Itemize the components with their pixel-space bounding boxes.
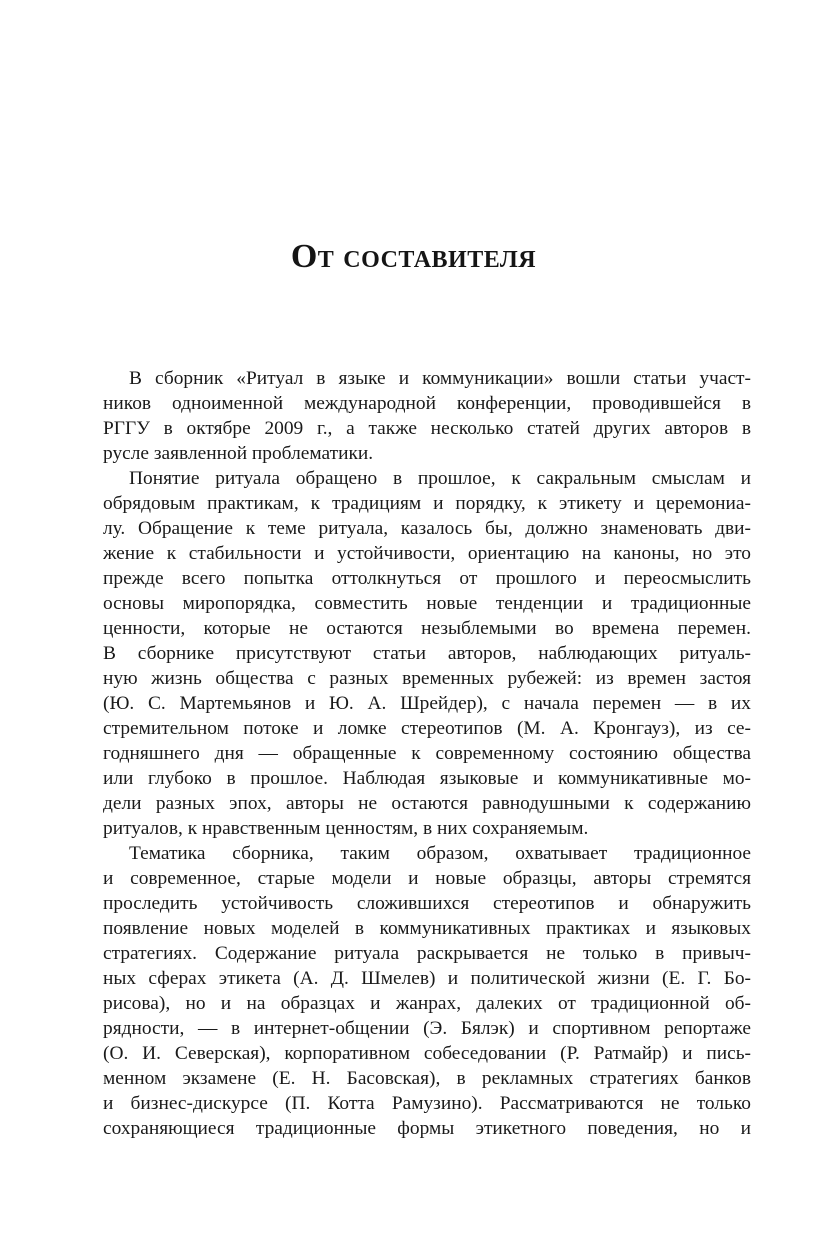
text-line: или глубоко в прошлое. Наблюдая языковые и коммуникативные мо- <box>103 768 751 789</box>
text-line: ритуалов, к нравственным ценностям, в них сохраняемым. <box>103 818 589 839</box>
text-line: лу. Обращение к теме ритуала, казалось бы, должно знаменовать дви- <box>103 518 751 539</box>
paragraph <box>103 466 751 841</box>
text-line: стремительном потоке и ломке стереотипов (М. А. Кронгауз), из се- <box>103 718 751 739</box>
text-line: РГГУ в октябре 2009 г., а также несколько статей других авторов в <box>103 418 751 439</box>
text-line: сохраняющиеся традиционные формы этикетного поведения, но и <box>103 1118 751 1139</box>
paragraph <box>103 366 751 466</box>
text-line: Понятие ритуала обращено в прошлое, к сакральным смыслам и <box>129 468 751 489</box>
text-line: прежде всего попытка оттолкнуться от прошлого и переосмыслить <box>103 568 751 589</box>
paragraph <box>103 841 751 1141</box>
text-line: жение к стабильности и устойчивости, ориентацию на каноны, но это <box>103 543 751 564</box>
text-line: появление новых моделей в коммуникативных практиках и языковых <box>103 918 751 939</box>
text-line: рисова), но и на образцах и жанрах, далеких от традиционной об- <box>103 993 751 1014</box>
page-title: От составителя <box>290 238 537 275</box>
text-line: В сборнике присутствуют статьи авторов, наблюдающих ритуаль- <box>103 643 751 664</box>
text-line: русле заявленной проблематики. <box>103 443 374 464</box>
text-line: В сборник «Ритуал в языке и коммуникации» вошли статьи участ- <box>129 368 751 389</box>
text-line: проследить устойчивость сложившихся стереотипов и обнаружить <box>103 893 751 914</box>
body-text <box>103 366 751 1141</box>
text-line: и современное, старые модели и новые образцы, авторы стремятся <box>103 868 751 889</box>
text-line: дели разных эпох, авторы не остаются равнодушными к содержанию <box>103 793 751 814</box>
text-line: и бизнес-дискурсе (П. Котта Рамузино). Рассматриваются не только <box>103 1093 751 1114</box>
text-line: стратегиях. Содержание ритуала раскрывается не только в привыч- <box>103 943 751 964</box>
text-line: (Ю. С. Мартемьянов и Ю. А. Шрейдер), с начала перемен — в их <box>103 693 751 714</box>
text-line: основы миропорядка, совместить новые тенденции и традиционные <box>103 593 751 614</box>
text-line: ных сферах этикета (А. Д. Шмелев) и политической жизни (Е. Г. Бо- <box>103 968 751 989</box>
text-line: обрядовым практикам, к традициям и порядку, к этикету и церемониа- <box>103 493 751 514</box>
text-line: годняшнего дня — обращенные к современному состоянию общества <box>103 743 751 764</box>
text-line: рядности, — в интернет-общении (Э. Бялэк) и спортивном репортаже <box>103 1018 751 1039</box>
text-line: менном экзамене (Е. Н. Басовская), в рекламных стратегиях банков <box>103 1068 751 1089</box>
text-line: ников одноименной международной конференции, проводившейся в <box>103 393 751 414</box>
text-line: Тематика сборника, таким образом, охватывает традиционное <box>129 843 751 864</box>
text-line: (О. И. Северская), корпоративном собеседовании (Р. Ратмайр) и пись- <box>103 1043 751 1064</box>
text-line: ценности, которые не остаются незыблемыми во времена перемен. <box>103 618 751 639</box>
text-line: ную жизнь общества с разных временных рубежей: из времен застоя <box>103 668 751 689</box>
